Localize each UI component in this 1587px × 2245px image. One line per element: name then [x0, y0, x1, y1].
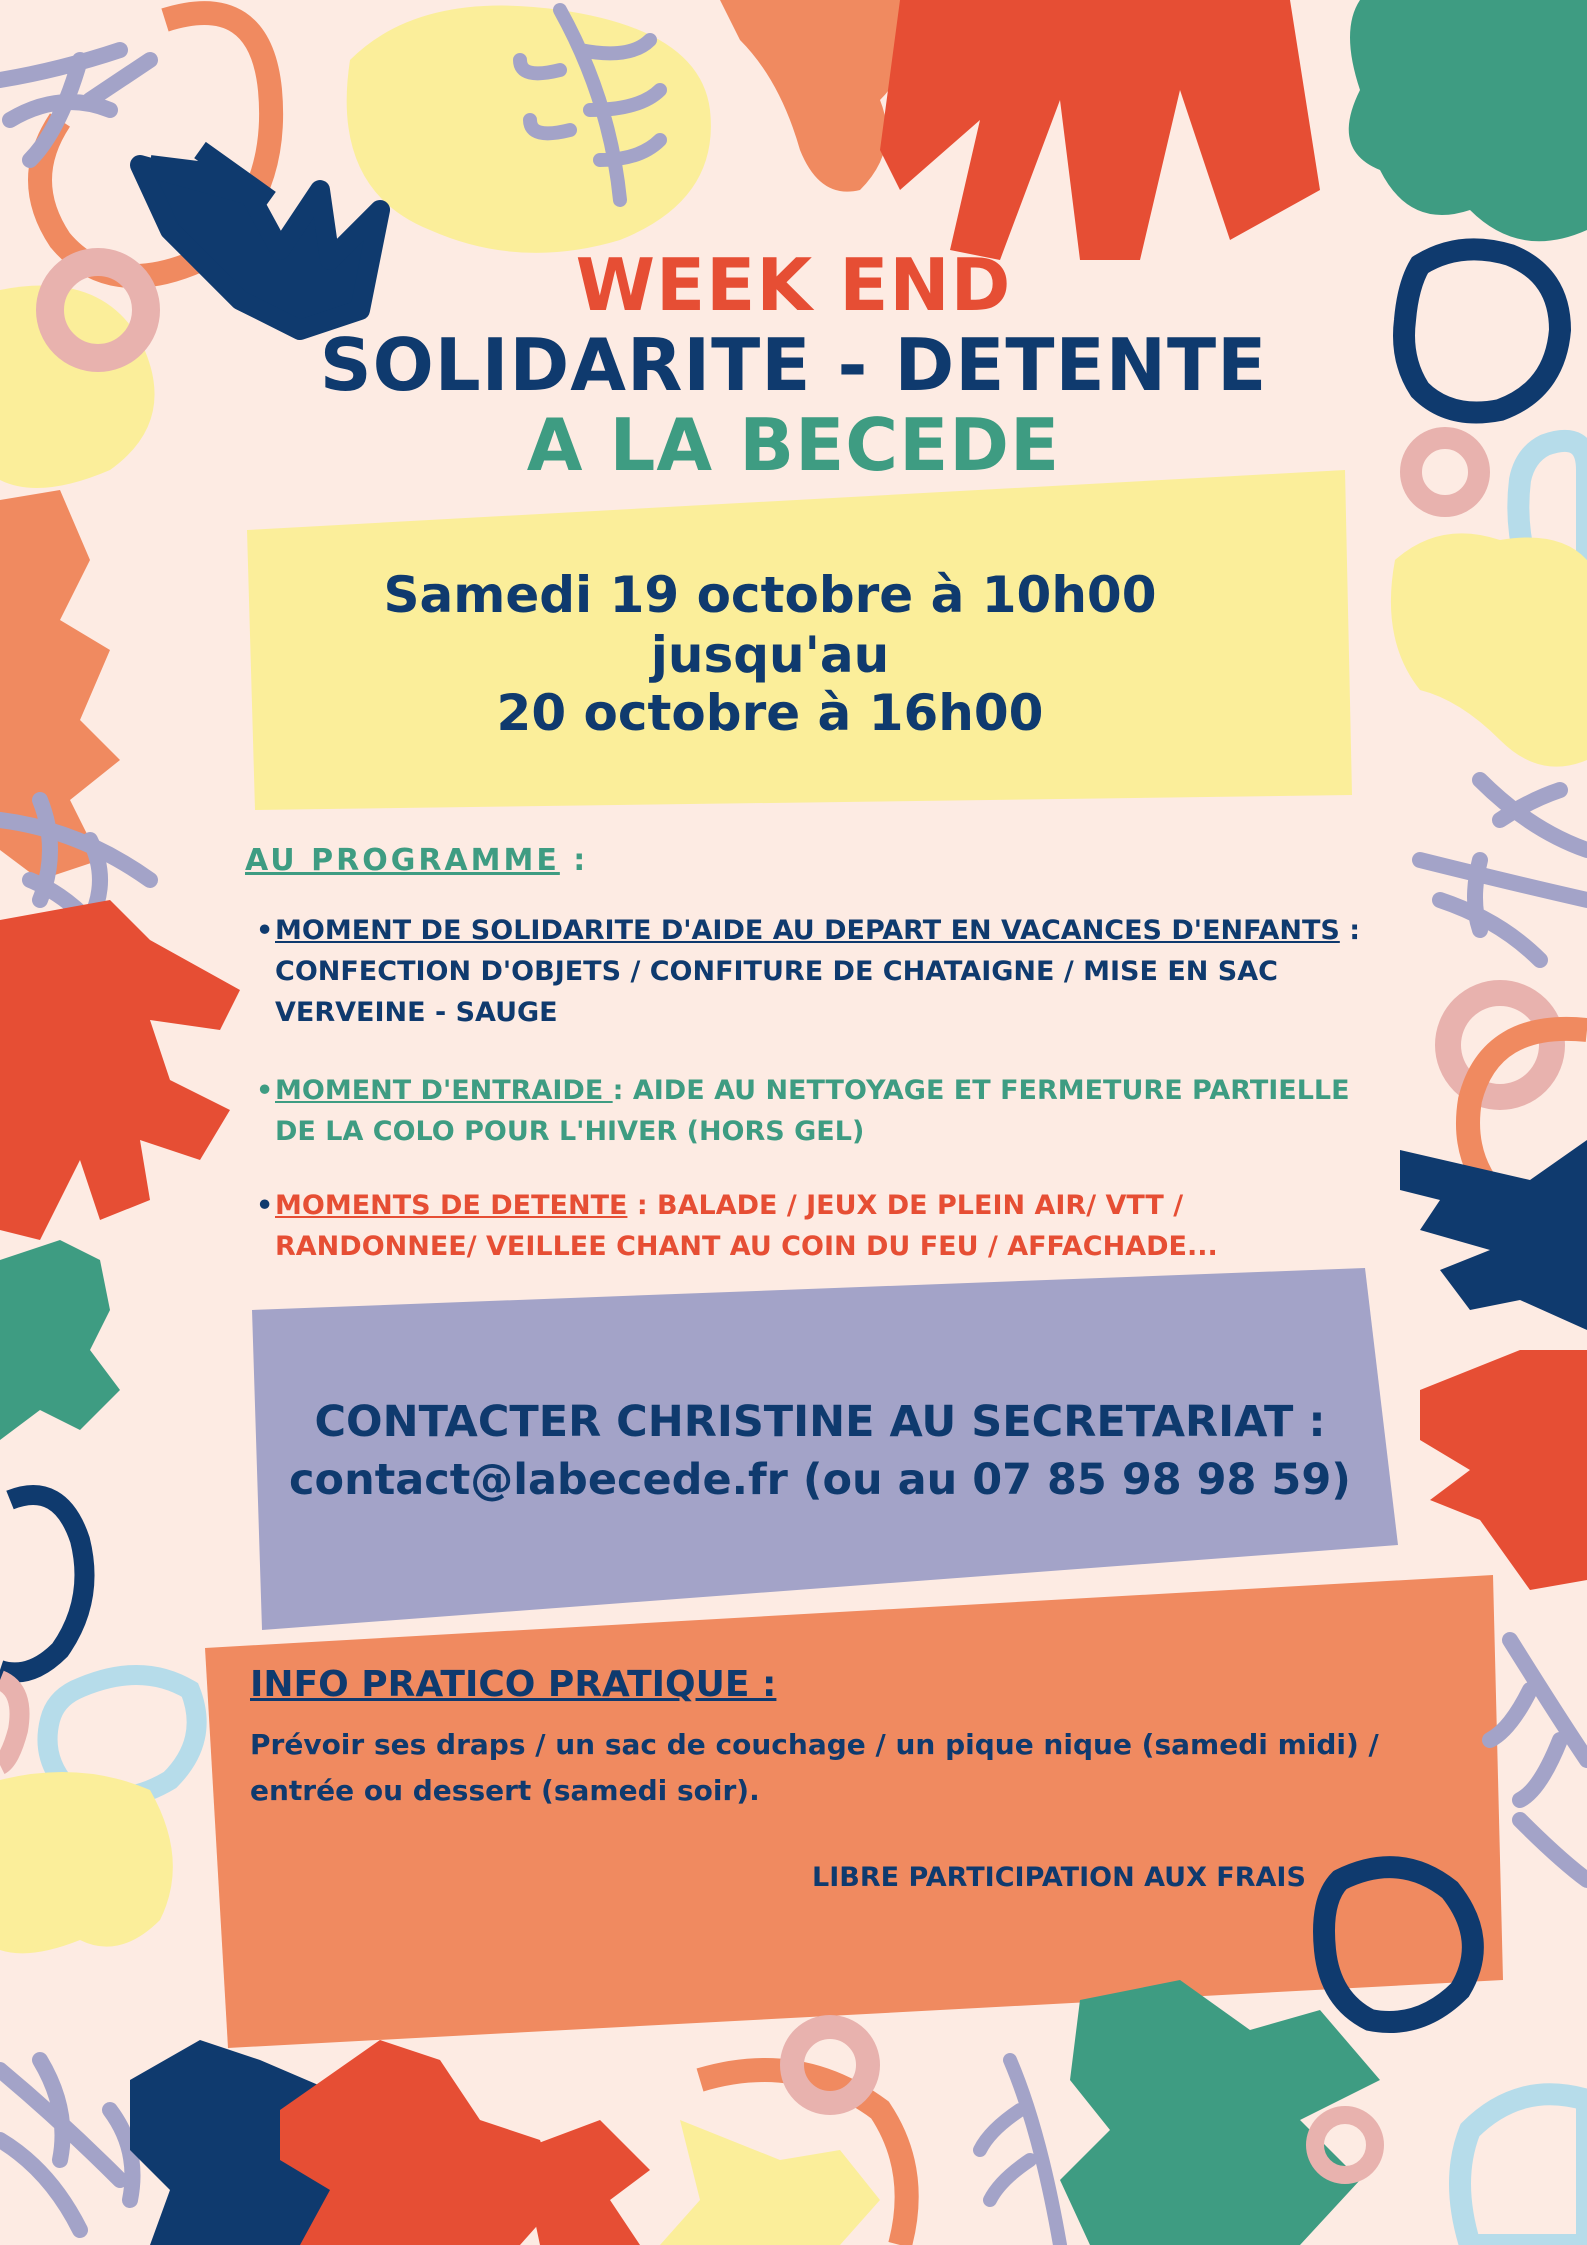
red-hand-bottom-2 [520, 2120, 650, 2245]
red-hand-left [0, 900, 240, 1240]
pink-ring-bottom [792, 2027, 868, 2103]
pink-ring-left [0, 1680, 20, 1765]
programme-item-label: MOMENTS DE DETENTE [275, 1190, 628, 1221]
programme-item-separator: : [1339, 915, 1361, 946]
date-until: jusqu'au [650, 626, 890, 684]
teal-leaf-left [0, 1240, 120, 1440]
red-hand-bottom [280, 2040, 560, 2245]
contact-heading: CONTACTER CHRISTINE AU SECRETARIAT : [314, 1397, 1326, 1447]
programme-item-label: MOMENT DE SOLIDARITE D'AIDE AU DEPART EN VACANCES D'ENFANTS [275, 915, 1340, 946]
lavender-leaf-right-bottom [1490, 1640, 1587, 1880]
bullet: • [256, 1190, 274, 1221]
programme-item-entraide [256, 1070, 1425, 1152]
navy-hand-right [1400, 1140, 1587, 1330]
date-end: 20 octobre à 16h00 [496, 684, 1044, 742]
programme-item-text: : BALADE / JEUX DE PLEIN AIR/ VTT / [627, 1190, 1184, 1221]
yellow-blob-right [1391, 533, 1587, 766]
programme-item-line: CONFECTION D'OBJETS / CONFITURE DE CHATAIGNE / MISE EN SAC [275, 956, 1278, 987]
programme-item-line: DE LA COLO POUR L'HIVER (HORS GEL) [275, 1116, 865, 1147]
teal-blob-top-right [1349, 0, 1587, 241]
programme-heading [245, 843, 588, 878]
date-start: Samedi 19 octobre à 10h00 [383, 566, 1157, 624]
title-line-solidarite-detente: SOLIDARITE - DETENTE [319, 323, 1268, 407]
contact-email-phone[interactable]: contact@labecede.fr (ou au 07 85 98 98 59) [289, 1455, 1351, 1505]
participation-note: LIBRE PARTICIPATION AUX FRAIS [812, 1862, 1306, 1893]
yellow-blob-left-bottom [0, 1772, 173, 1953]
programme-item-line: VERVEINE - SAUGE [275, 997, 558, 1028]
lavender-leaf-bottom-right [980, 2060, 1060, 2245]
programme-item-text: : AIDE AU NETTOYAGE ET FERMETURE PARTIELLE [612, 1075, 1350, 1106]
programme-heading-suffix: : [559, 843, 589, 878]
info-line: entrée ou dessert (samedi soir). [250, 1774, 760, 1807]
info-heading: INFO PRATICO PRATIQUE : [250, 1664, 777, 1705]
yellow-hand-bottom [660, 2120, 880, 2245]
lavender-leaf-right [1420, 780, 1587, 960]
red-hand-right [1420, 1350, 1587, 1590]
programme-item-detente [256, 1185, 1425, 1267]
red-hand-top-right [880, 0, 1320, 260]
bullet: • [256, 1075, 274, 1106]
info-line: Prévoir ses draps / un sac de couchage / un pique nique (samedi midi) / [250, 1728, 1379, 1761]
pink-ring-bottom-right [1315, 2115, 1375, 2175]
navy-ring-left [0, 1495, 85, 1673]
programme-item-label: MOMENT D'ENTRAIDE [275, 1075, 613, 1106]
info-text [250, 1722, 1480, 1814]
lightblue-ring-bottom-right [1460, 2094, 1587, 2245]
programme-item-solidarite [256, 910, 1425, 1033]
programme-heading-label: AU PROGRAMME [245, 843, 560, 878]
programme-item-line: RANDONNEE/ VEILLEE CHANT AU COIN DU FEU / AFFACHADE... [275, 1231, 1218, 1262]
bullet: • [256, 915, 274, 946]
title-line-week-end: WEEK END [575, 243, 1012, 327]
lavender-leaf-bottom-left [0, 2060, 133, 2230]
title-line-a-la-becede: A LA BECEDE [526, 403, 1061, 487]
lavender-leaf-top-left [0, 50, 150, 160]
salmon-blob-top [720, 0, 907, 192]
